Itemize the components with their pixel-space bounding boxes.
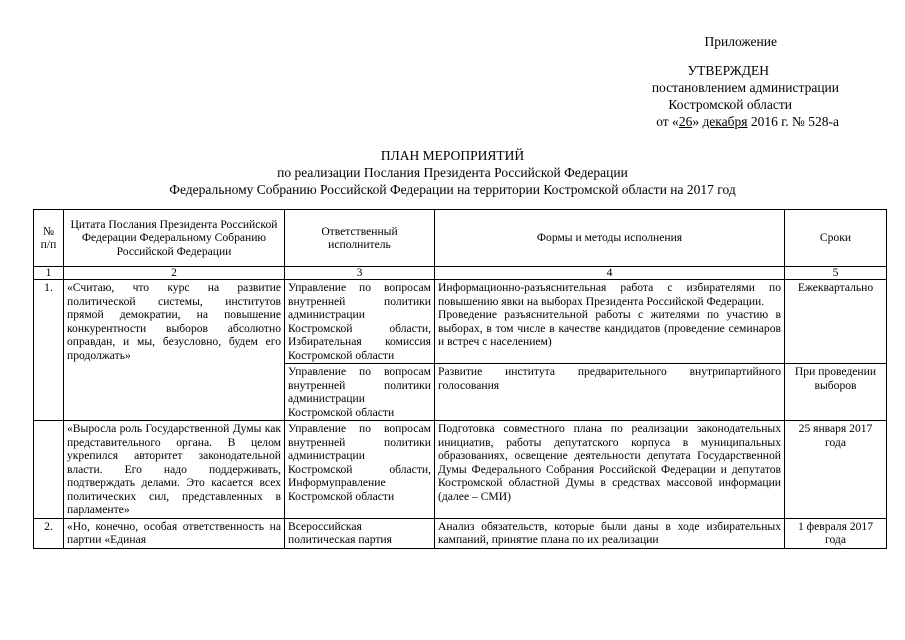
row-number: 1. bbox=[34, 280, 64, 421]
row-quote: «Но, конечно, особая ответственность на партии «Единая bbox=[64, 518, 285, 548]
row-forms bbox=[435, 280, 785, 364]
table-row bbox=[34, 280, 887, 364]
header-executor: Ответственный исполнитель bbox=[285, 210, 435, 267]
table-header-row bbox=[34, 210, 887, 267]
plan-table bbox=[33, 209, 887, 549]
approval-line-2: Костромской области bbox=[668, 97, 792, 112]
column-number-row bbox=[34, 267, 887, 280]
table-row bbox=[34, 518, 887, 548]
row-number bbox=[34, 421, 64, 519]
approval-date-suffix: 2016 г. № 528-а bbox=[747, 114, 839, 129]
plan-title: ПЛАН МЕРОПРИЯТИЙ bbox=[380, 148, 525, 163]
row-executor: Управление по вопросам внутренней политики администрации Костромской области bbox=[285, 364, 435, 421]
header-num: № п/п bbox=[34, 210, 64, 267]
header-quote: Цитата Послания Президента Российской Федерации Федеральному Собранию Российской Федерации bbox=[64, 210, 285, 267]
column-number: 5 bbox=[785, 267, 887, 280]
row-forms: Подготовка совместного плана по реализации законодательных инициатив, работы депутатского корпуса в муниципальных образованиях, освещение деятельности депутата Государственной Думы Федерального Собрания Российской Федерации и депутатов Костромской областной Думы в средствах массовой информации (далее – СМИ) bbox=[435, 421, 785, 519]
approval-date-mid: » bbox=[692, 114, 703, 129]
row-terms: Ежеквартально bbox=[785, 280, 887, 364]
column-number: 1 bbox=[34, 267, 64, 280]
appendix-label: Приложение bbox=[704, 34, 777, 49]
row-executor: Управление по вопросам внутренней политики администрации Костромской области, Информуправление Костромской области bbox=[285, 421, 435, 519]
column-number: 3 bbox=[285, 267, 435, 280]
row-forms: Анализ обязательств, которые были даны в ходе избирательных кампаний, принятие плана по их реализации bbox=[435, 518, 785, 548]
row-number: 2. bbox=[34, 518, 64, 548]
row-executor: Управление по вопросам внутренней политики администрации Костромской области, Избирательная комиссия Костромской области bbox=[285, 280, 435, 364]
row-quote: «Выросла роль Государственной Думы как представительного органа. В целом укрепился авторитет законодательной власти. Его надо поддерживать, подтверждать делами. Это касается всех политических сил, представленных в парламенте» bbox=[64, 421, 285, 519]
row-terms: При проведении выборов bbox=[785, 364, 887, 421]
approved-label: УТВЕРЖДЕН bbox=[687, 63, 769, 78]
header-forms: Формы и методы исполнения bbox=[435, 210, 785, 267]
row-forms: Развитие института предварительного внутрипартийного голосования bbox=[435, 364, 785, 421]
approval-line-1: постановлением администрации bbox=[651, 80, 839, 95]
approval-date-month: декабря bbox=[702, 114, 748, 129]
row-terms: 25 января 2017 года bbox=[785, 421, 887, 519]
header-terms: Сроки bbox=[785, 210, 887, 267]
plan-subtitle-2: Федеральному Собранию Российской Федерации на территории Костромской области на 2017 год bbox=[169, 182, 736, 197]
row-quote: «Считаю, что курс на развитие политической системы, институтов прямой демократии, на повышение конкурентности выборов абсолютно оправдан, и мы, безусловно, будем его продолжать» bbox=[64, 280, 285, 421]
table-row bbox=[34, 421, 887, 519]
approval-date-day: 26 bbox=[678, 114, 693, 129]
row-forms-paragraph: Проведение разъяснительной работы с жителями по участию в выборах, в том числе в качестве кандидатов (проведение семинаров и встреч с населением) bbox=[438, 308, 781, 348]
approval-date-prefix: от « bbox=[656, 114, 679, 129]
approval-line-3 bbox=[656, 113, 839, 130]
row-terms: 1 февраля 2017 года bbox=[785, 518, 887, 548]
column-number: 4 bbox=[435, 267, 785, 280]
row-executor: Всероссийская политическая партия bbox=[285, 518, 435, 548]
row-forms-paragraph: Информационно-разъяснительная работа с избирателями по повышению явки на выборах Президента Российской Федерации. bbox=[438, 281, 781, 308]
column-number: 2 bbox=[64, 267, 285, 280]
plan-subtitle-1: по реализации Послания Президента Российской Федерации bbox=[277, 165, 628, 180]
